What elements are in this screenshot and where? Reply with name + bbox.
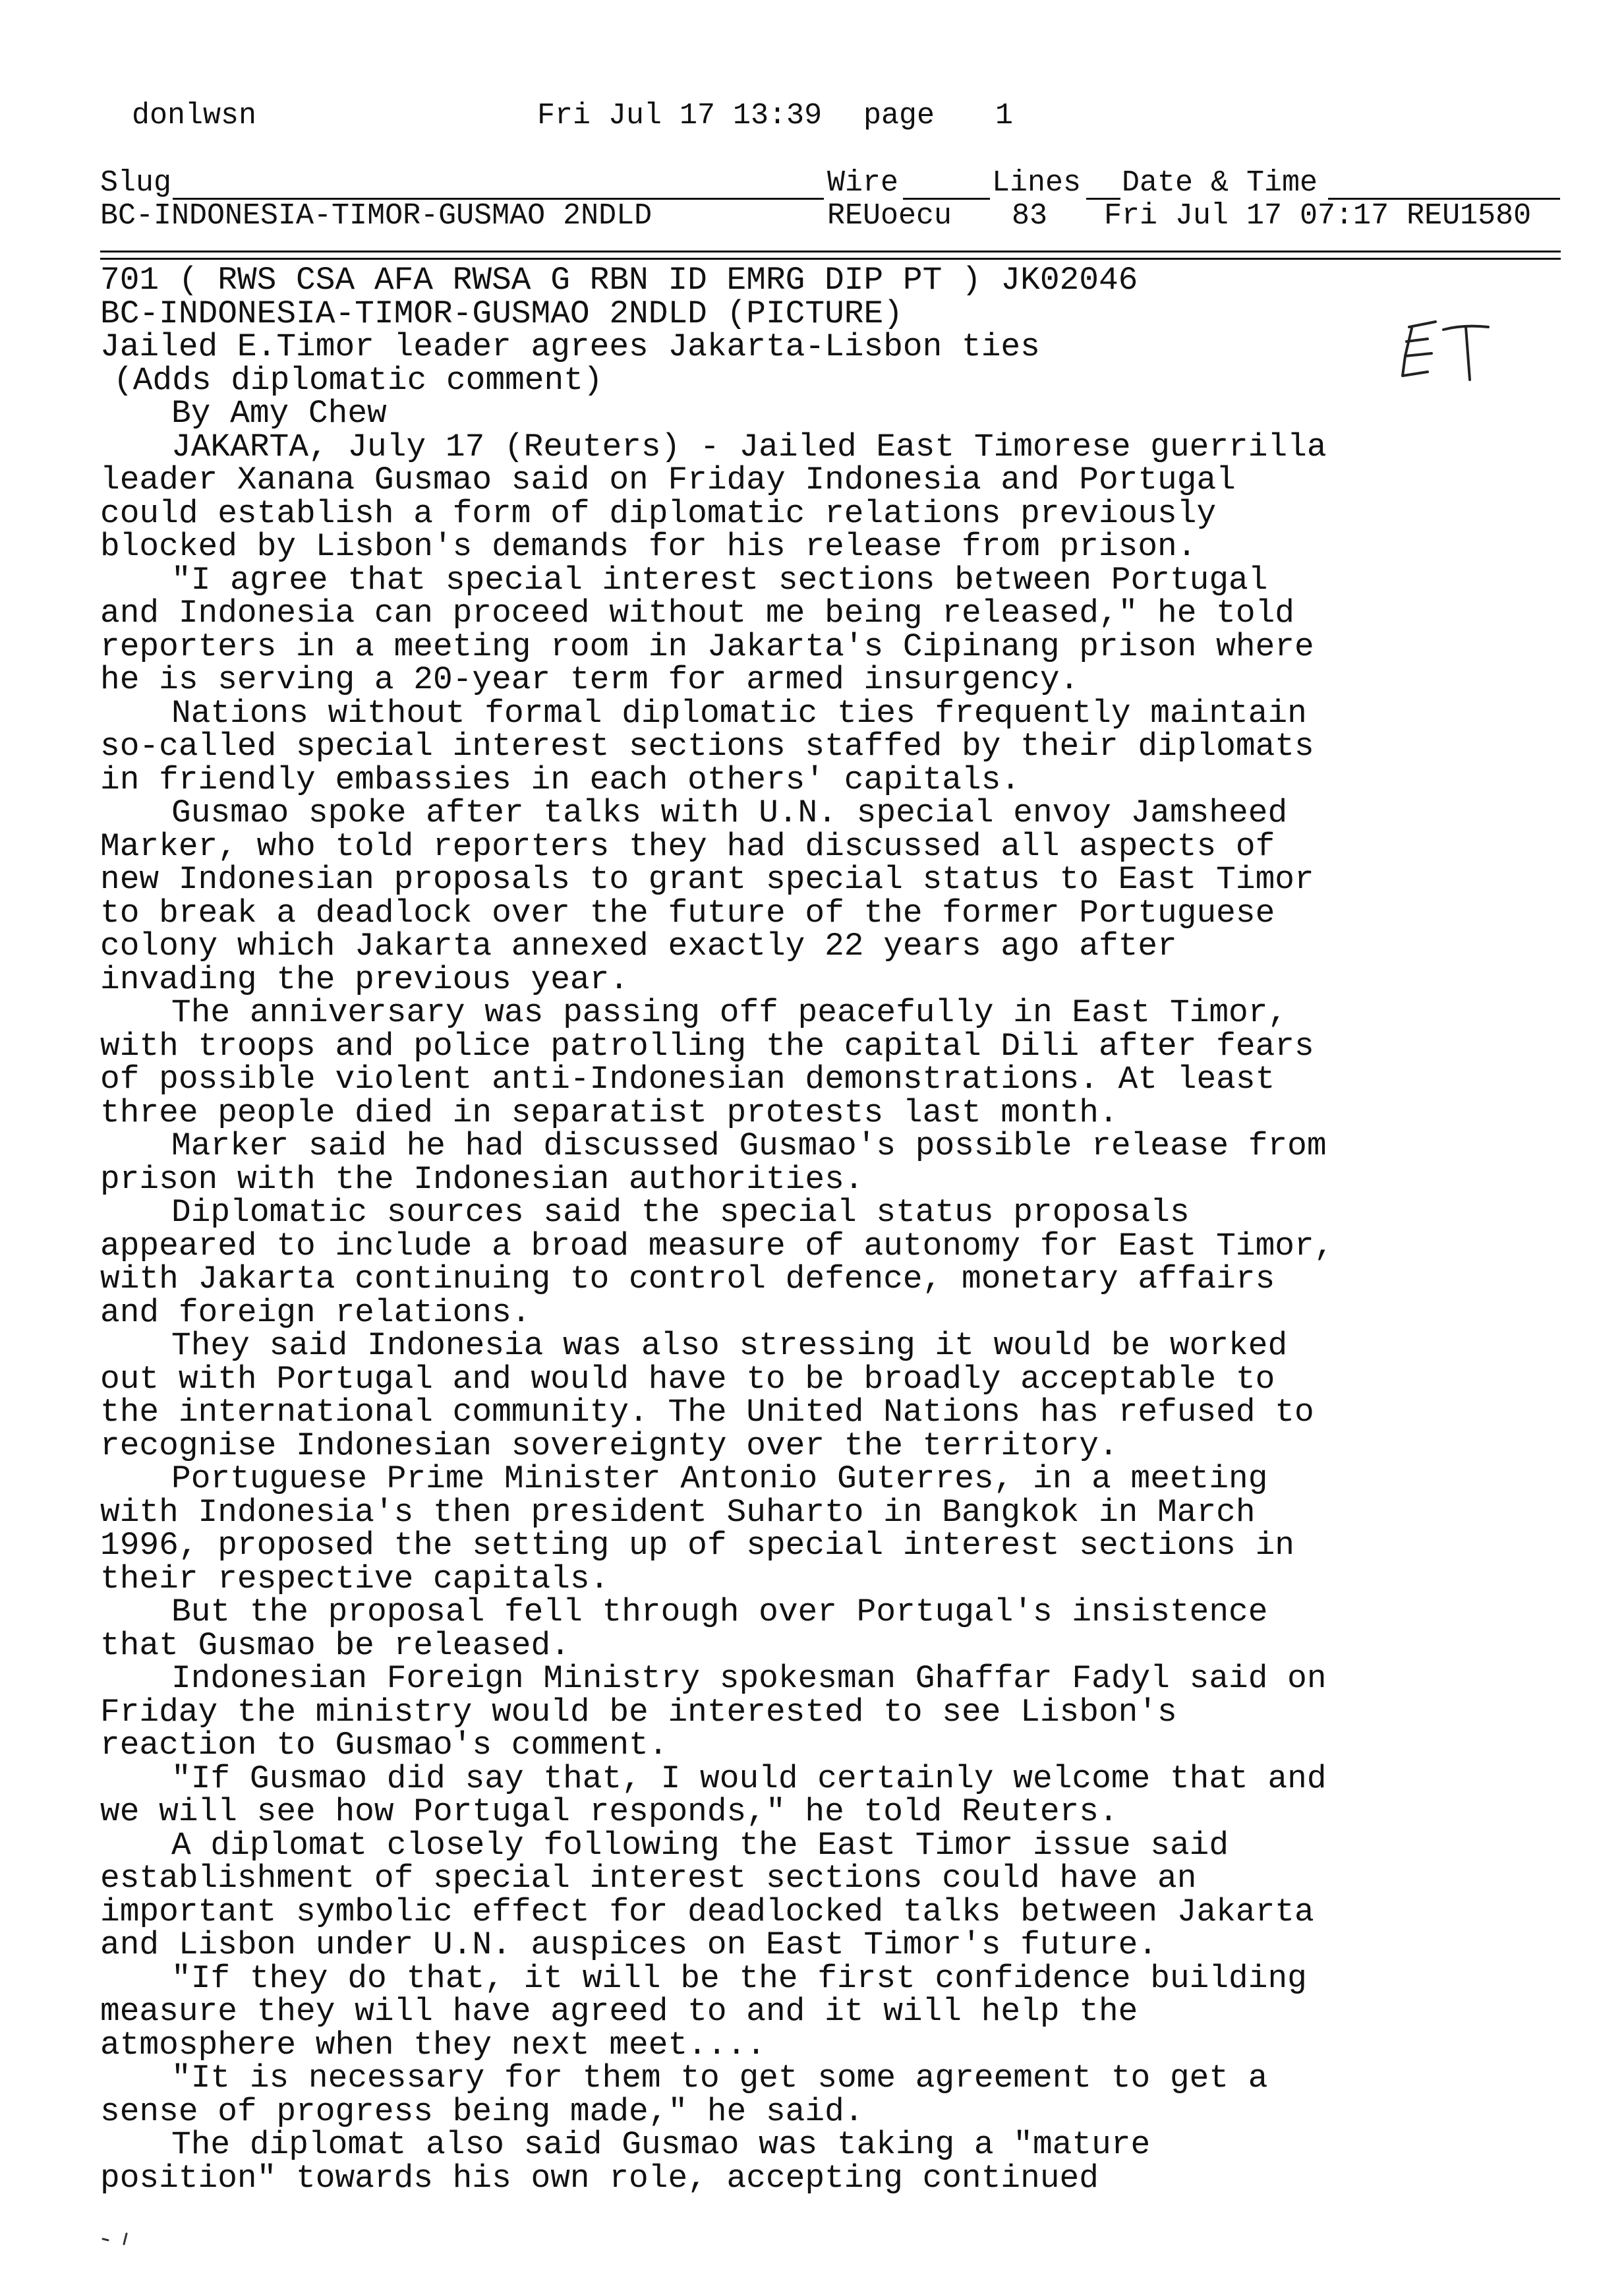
story-line: their respective capitals.: [100, 1562, 610, 1595]
story-line: Nations without formal diplomatic ties frequently maintain: [171, 696, 1307, 730]
story-line: Indonesian Foreign Ministry spokesman Ghaffar Fadyl said on: [171, 1662, 1327, 1696]
story-codes: 701 ( RWS CSA AFA RWSA G RBN ID EMRG DIP PT ) JK02046: [100, 264, 1138, 297]
story-line: we will see how Portugal responds," he told Reuters.: [100, 1795, 1118, 1829]
story-line: They said Indonesia was also stressing it would be worked: [171, 1329, 1288, 1363]
story-line: Portuguese Prime Minister Antonio Guterres, in a meeting: [171, 1462, 1268, 1496]
story-body: [100, 264, 1504, 2195]
datetime-label: Date & Time: [1122, 166, 1318, 200]
story-line: out with Portugal and would have to be broadly acceptable to: [100, 1362, 1275, 1396]
lines-label: Lines: [992, 166, 1082, 200]
double-rule-divider: [100, 251, 1561, 260]
story-line: of possible violent anti-Indonesian demonstrations. At least: [100, 1063, 1275, 1096]
story-line: The diplomat also said Gusmao was taking a "mature: [171, 2128, 1151, 2162]
story-text: [100, 431, 1504, 2195]
lines-value: 83: [1012, 199, 1048, 233]
story-line: 1996, proposed the setting up of special interest sections in: [100, 1529, 1294, 1562]
story-byline: By Amy Chew: [171, 397, 387, 431]
story-line: that Gusmao be released.: [100, 1628, 570, 1662]
datetime-value: Fri Jul 17 07:17 REU1580: [1104, 199, 1532, 233]
story-line: invading the previous year.: [100, 963, 629, 996]
story-line: position" towards his own role, accepting continued: [100, 2161, 1099, 2195]
story-line: three people died in separatist protests last month.: [100, 1096, 1118, 1129]
operator-id: donlwsn: [132, 99, 257, 133]
story-line: blocked by Lisbon's demands for his release from prison.: [100, 530, 1197, 564]
story-line: so-called special interest sections staffed by their diplomats: [100, 730, 1314, 763]
story-line: "If they do that, it will be the first confidence building: [171, 1961, 1307, 1995]
story-line: new Indonesian proposals to grant special status to East Timor: [100, 863, 1314, 897]
double-rule-gaps: [100, 253, 1561, 255]
story-line: reaction to Gusmao's comment.: [100, 1729, 668, 1762]
story-line: "If Gusmao did say that, I would certainly welcome that and: [171, 1762, 1327, 1795]
story-line: he is serving a 20-year term for armed insurgency.: [100, 663, 1080, 697]
story-line: "I agree that special interest sections between Portugal: [171, 563, 1268, 597]
story-line: and foreign relations.: [100, 1295, 531, 1329]
story-line: establishment of special interest sections could have an: [100, 1862, 1197, 1895]
handwritten-et-mark: [1397, 315, 1503, 394]
story-line: Marker, who told reporters they had discussed all aspects of: [100, 829, 1275, 863]
story-line: JAKARTA, July 17 (Reuters) - Jailed East Timorese guerrilla: [171, 430, 1327, 463]
story-line: the international community. The United Nations has refused to: [100, 1396, 1314, 1429]
page-number: 1: [995, 99, 1014, 133]
wire-value: REUoecu: [827, 199, 952, 233]
slug-label: Slug: [100, 166, 172, 200]
story-line: But the proposal fell through over Portugal's insistence: [171, 1595, 1268, 1629]
story-line: The anniversary was passing off peacefully in East Timor,: [171, 996, 1288, 1030]
story-line: A diplomat closely following the East Timor issue said: [171, 1828, 1229, 1862]
story-line: with Jakarta continuing to control defence, monetary affairs: [100, 1263, 1275, 1296]
story-line: with Indonesia's then president Suharto in Bangkok in March: [100, 1495, 1256, 1529]
story-slugline: BC-INDONESIA-TIMOR-GUSMAO 2NDLD (PICTURE): [100, 297, 903, 330]
story-line: Gusmao spoke after talks with U.N. special envoy Jamsheed: [171, 796, 1288, 830]
story-line: to break a deadlock over the future of the former Portuguese: [100, 896, 1275, 930]
story-line: and Indonesia can proceed without me being released," he told: [100, 597, 1294, 630]
story-line: could establish a form of diplomatic relations previously: [100, 496, 1217, 530]
story-line: important symbolic effect for deadlocked talks between Jakarta: [100, 1895, 1314, 1928]
story-line: measure they will have agreed to and it will help the: [100, 1995, 1138, 2029]
story-line: Diplomatic sources said the special status proposals: [171, 1196, 1190, 1230]
story-line: leader Xanana Gusmao said on Friday Indonesia and Portugal: [100, 463, 1236, 497]
story-line: sense of progress being made," he said.: [100, 2095, 864, 2128]
story-line: Marker said he had discussed Gusmao's possible release from: [171, 1129, 1327, 1163]
wire-label: Wire: [827, 166, 899, 200]
story-line: prison with the Indonesian authorities.: [100, 1162, 864, 1196]
story-headline: Jailed E.Timor leader agrees Jakarta-Lisbon ties: [100, 330, 1040, 364]
story-line: "It is necessary for them to get some agreement to get a: [171, 2062, 1268, 2095]
story-line: reporters in a meeting room in Jakarta's Cipinang prison where: [100, 630, 1314, 663]
page-label: page: [863, 99, 935, 133]
story-line: and Lisbon under U.N. auspices on East Timor's future.: [100, 1928, 1158, 1962]
print-datetime: Fri Jul 17 13:39: [537, 99, 823, 133]
story-line: in friendly embassies in each others' capitals.: [100, 763, 1021, 796]
slug-value: BC-INDONESIA-TIMOR-GUSMAO 2NDLD: [100, 199, 652, 233]
stray-mark: [100, 2228, 146, 2248]
story-subhead: (Adds diplomatic comment): [113, 363, 603, 397]
story-line: with troops and police patrolling the capital Dili after fears: [100, 1029, 1314, 1063]
story-line: recognise Indonesian sovereignty over the territory.: [100, 1429, 1118, 1462]
story-line: Friday the ministry would be interested to see Lisbon's: [100, 1695, 1177, 1729]
story-line: atmosphere when they next meet....: [100, 2028, 766, 2062]
story-line: colony which Jakarta annexed exactly 22 years ago after: [100, 930, 1177, 963]
story-line: appeared to include a broad measure of autonomy for East Timor,: [100, 1229, 1334, 1263]
